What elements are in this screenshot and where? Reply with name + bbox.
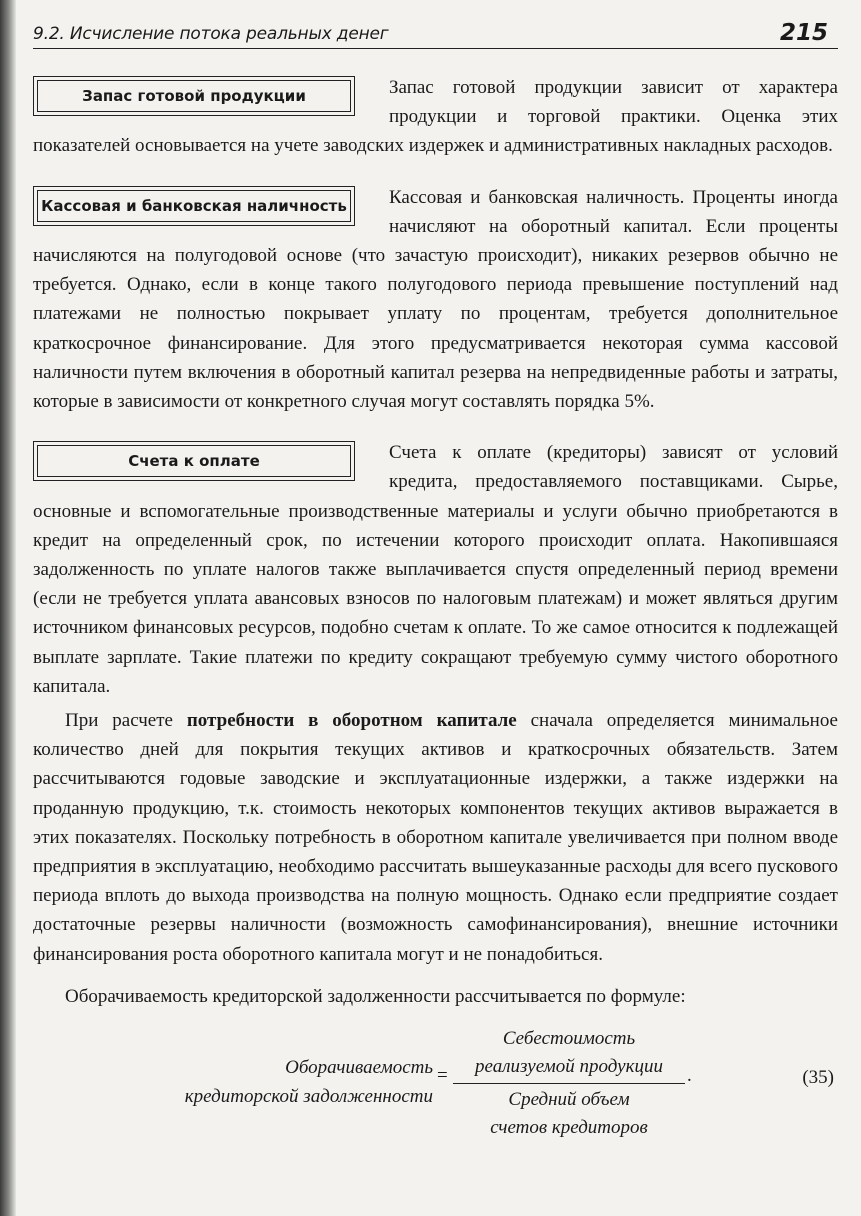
section-box-label: Счета к оплате [37,445,351,477]
bold-term: потребности в оборотном капитале [186,710,517,732]
section-box-accounts-payable [33,441,355,481]
book-spine-shadow [0,0,16,1216]
formula-35 [33,1025,838,1145]
section-text: Запас готовой продукции зависит от характера продукции и торговой практики. Оценка этих показателей основывается на учете заводских издержек и административных накладных расходов. [33,77,838,157]
formula-numerator-line2: реализуемой продукции [475,1056,663,1078]
formula-numerator-line1: Себестоимость [502,1028,636,1050]
section-accounts-payable [33,438,838,701]
section-cash [33,183,838,417]
paragraph-lead: При расчете [65,710,187,732]
formula-end-dot: . [687,1065,692,1087]
formula-numerator [453,1025,685,1084]
running-title: 9.2. Исчисление потока реальных денег [33,24,389,44]
section-box-label: Кассовая и банковская наличность [37,190,351,222]
section-box-finished-goods [33,76,355,116]
paragraph-rest: сначала определяется минимальное количество дней для покрытия текущих активов и краткосрочных обязательств. Затем рассчитываются годовые заводские и эксплуатационные издержки, а также издержки на проданную продукцию, т.к. стоимость некоторых компонентов текущих активов выражается в этих показателях. Поскольку потребность в оборотном капитале увеличивается при полном вводе предприятия в эксплуатацию, необходимо рассчитать вышеуказанные расходы для всего пускового периода вплоть до выхода производства на полную мощность. Однако если предприятие создает достаточные резервы наличности (возможность самофинансирования), внешние источники финансирования роста оборотного капитала могут и не понадобиться. [33,710,838,965]
section-text: Кассовая и банковская наличность. Проценты иногда начисляют на оборотный капитал. Если проценты начисляются на полугодовой основе (что зачастую происходит), никаких резервов обычно не требуется. Однако, если в конце такого полугодового периода превышение поступлений над платежами не полностью покрывает уплату по процентам, требуется дополнительное краткосрочное финансирование. Для этого предусматривается некоторая сумма кассовой наличности путем включения в оборотный капитал резерва на непредвиденные работы и затраты, которые в зависимости от конкретного случая могут составлять порядка 5%. [33,186,838,413]
section-box-cash [33,186,355,226]
formula-denominator-line1: Средний объем [508,1089,630,1111]
page-header [33,18,838,49]
formula-fraction [453,1025,685,1142]
formula-lhs [119,1053,433,1111]
section-finished-goods [33,73,838,161]
formula-equals: = [437,1065,448,1087]
formula-number: (35) [802,1067,834,1089]
formula-lhs-line2: кредиторской задолженности [184,1086,433,1108]
formula-denominator [453,1084,685,1142]
formula-denominator-line2: счетов кредиторов [490,1117,648,1139]
section-box-label: Запас готовой продукции [37,80,351,112]
paragraph-working-capital [33,706,838,969]
paragraph-formula-intro: Оборачиваемость кредиторской задолженности рассчитывается по формуле: [65,985,686,1007]
formula-lhs-line1: Оборачиваемость [285,1057,433,1079]
page-number: 215 [779,20,828,46]
book-page [33,18,838,1208]
section-text: Счета к оплате (кредиторы) зависят от условий кредита, предоставляемого поставщиками. Сырье, основные и вспомогательные производственные материалы и услуги обычно приобретаются в кредит на определенный срок, по истечении которого происходит оплата. Накопившаяся задолженность по уплате налогов также выплачивается спустя определенный период времени (если не требуется уплата авансовых взносов по налоговым платежам) и может являться другим источником финансовых ресурсов, подобно счетам к оплате. То же самое относится к подлежащей выплате зарплате. Такие платежи по кредиту сокращают требуемую сумму чистого оборотного капитала. [33,442,838,697]
